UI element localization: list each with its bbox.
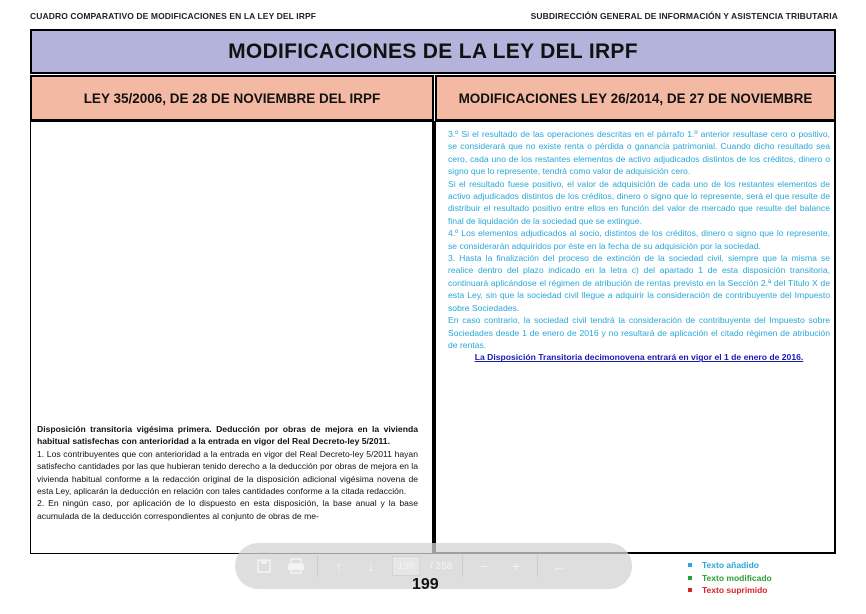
document-header-left: CUADRO COMPARATIVO DE MODIFICACIONES EN LA LEY DEL IRPF xyxy=(30,11,317,21)
legend-swatch-modified xyxy=(688,576,692,580)
legend-label-added: Texto añadido xyxy=(702,560,759,570)
amendment-paragraph: 4.º Los elementos adjudicados al socio, distintos de los créditos, dinero o signo que lo represente, se considerarán adquiridos por éste en la fecha de su adquisición por la sociedad. xyxy=(448,228,830,251)
fit-page-icon[interactable]: ↔ xyxy=(552,558,567,574)
amendment-paragraph: En caso contrario, la sociedad civil tendrá la consideración de contribuyente del Impuesto sobre Sociedades desde 1 de enero de 2016 y no resultará de aplicación el citado régimen de atribución de rentas. xyxy=(448,315,830,350)
original-law-text xyxy=(37,423,418,522)
page-up-icon[interactable]: ↑ xyxy=(335,558,343,574)
original-law-paragraph: 2. En ningún caso, por aplicación de lo dispuesto en esta disposición, la base anual y la base acumulada de la deducción correspondientes al conjunto de obras de me- xyxy=(37,498,418,521)
amendment-paragraph: Si el resultado fuese positivo, el valor de adquisición de cada uno de los restantes elementos de activo adjudicados distintos de los créditos, dinero o signo que lo represente, será el que resulte de distribuir el resultado positivo entre ellos en función del valor de mercado que resulte del balance final de liquidación de la sociedad que se extingue. xyxy=(448,178,830,226)
column-heading-amendments: MODIFICACIONES LEY 26/2014, DE 27 DE NOVIEMBRE xyxy=(435,75,836,121)
page-down-icon[interactable]: ↓ xyxy=(367,558,375,574)
legend-swatch-added xyxy=(688,563,692,567)
current-page-input[interactable]: 199 xyxy=(392,556,420,576)
amendment-paragraph: 3.º Si el resultado de las operaciones descritas en el párrafo 1.º anterior resultase cero o positivo, se considerará que no existe renta o pérdida o ganancia patrimonial. Cuando dicho resultado sea cero, cada uno de los restantes elementos de activo adjudicados distintos de los créditos, dinero o signo que lo represente, tendrá como valor de adquisición cero. xyxy=(448,129,830,177)
legend-swatch-deleted xyxy=(688,588,692,592)
print-icon[interactable] xyxy=(285,555,307,577)
legend-deleted xyxy=(688,585,768,595)
toolbar-divider xyxy=(537,555,538,577)
page-title: MODIFICACIONES DE LA LEY DEL IRPF xyxy=(30,29,836,74)
original-law-paragraph: 1. Los contribuyentes que con anterioridad a la entrada en vigor del Real Decreto-ley 5/2011 hayan satisfecho cantidades por las que hubieran tenido derecho a la deducción por obras de mejora en la vivienda habitual conforme a la redacción original de la disposición adicional vigésima novena de esta Ley, aplicarán la deducción en relación con tales cantidades conforme a la citada redacción. xyxy=(37,448,418,497)
column-heading-original-law: LEY 35/2006, DE 28 DE NOVIEMBRE DEL IRPF xyxy=(30,75,434,121)
total-pages-label: / 258 xyxy=(430,560,453,572)
toolbar-divider xyxy=(462,555,463,577)
save-icon[interactable] xyxy=(253,555,275,577)
page-number: 199 xyxy=(412,576,439,593)
legend-added xyxy=(688,560,759,570)
zoom-out-icon[interactable]: − xyxy=(480,558,489,574)
legend-label-modified: Texto modificado xyxy=(702,573,772,583)
amendment-paragraph: 3. Hasta la finalización del proceso de extinción de la sociedad civil, siempre que la misma se realice dentro del plazo indicado en la letra c) del apartado 1 de esta disposición transitoria, continuará aplicándose el régimen de atribución de rentas previsto en la Sección 2.ª del Título X de esta Ley, sin que la sociedad civil llegue a adquirir la consideración de contribuyente del Impuesto sobre Sociedades. xyxy=(448,253,830,313)
zoom-in-icon[interactable]: + xyxy=(512,558,521,574)
transitional-provision-heading: Disposición transitoria vigésima primera. Deducción por obras de mejora en la vivienda habitual satisfechas con anterioridad a la entrada en vigor del Real Decreto-ley 5/2011. xyxy=(37,424,418,447)
document-header-right: SUBDIRECCIÓN GENERAL DE INFORMACIÓN Y ASISTENCIA TRIBUTARIA xyxy=(530,11,838,21)
legend-label-deleted: Texto suprimido xyxy=(702,585,768,595)
legend-modified xyxy=(688,573,772,583)
entry-into-force-link[interactable]: La Disposición Transitoria decimonovena entrará en vigor el 1 de enero de 2016. xyxy=(474,352,804,363)
amendment-text xyxy=(448,128,830,364)
toolbar-divider xyxy=(317,555,318,577)
